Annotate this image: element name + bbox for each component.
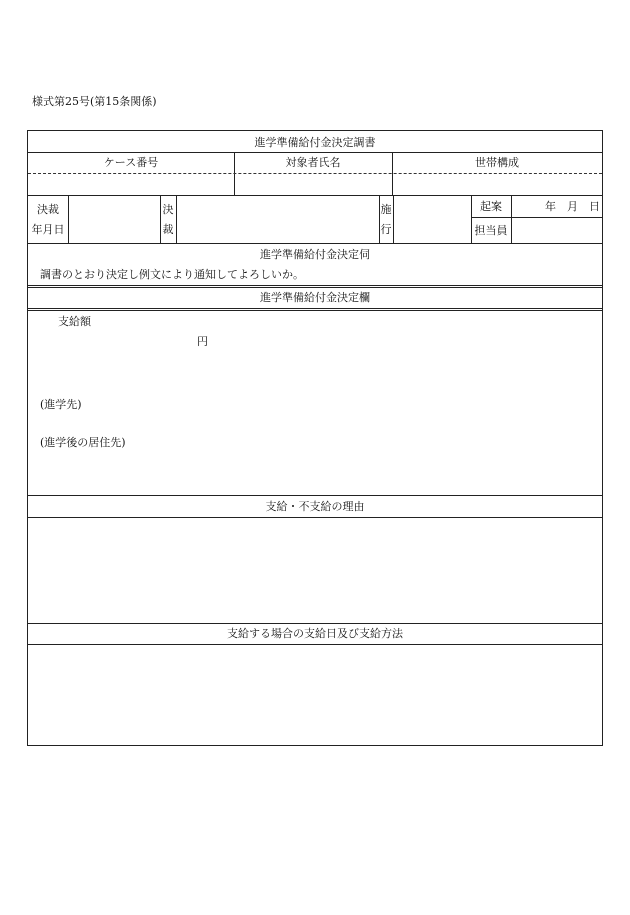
case-number-field[interactable] xyxy=(30,175,230,193)
residence-label: (進学後の居住先) xyxy=(40,436,126,449)
inquiry-text: 調書のとおり決定し例文により通知してよろしいか。 xyxy=(40,268,304,281)
divider xyxy=(28,173,602,174)
divider xyxy=(28,517,602,518)
draft-date: 年 月 日 xyxy=(545,200,600,213)
amount-field[interactable] xyxy=(88,331,198,347)
officer-field[interactable] xyxy=(513,220,601,240)
divider xyxy=(160,195,161,243)
header-household: 世帯構成 xyxy=(475,156,519,169)
school-label: (進学先) xyxy=(40,398,82,411)
divider xyxy=(28,308,602,309)
divider xyxy=(28,285,602,286)
decision-label-1: 決 xyxy=(162,203,174,216)
divider xyxy=(28,287,602,288)
divider xyxy=(68,195,69,243)
divider xyxy=(379,195,380,243)
divider xyxy=(28,195,602,196)
enforce-field[interactable] xyxy=(395,197,469,241)
household-field[interactable] xyxy=(396,175,600,193)
officer-label: 担当員 xyxy=(474,224,508,237)
decision-form xyxy=(27,130,603,746)
approval-stamp-field[interactable] xyxy=(178,197,377,241)
divider xyxy=(28,644,602,645)
divider xyxy=(176,195,177,243)
header-case-number: ケース番号 xyxy=(103,156,159,169)
inquiry-title: 進学準備給付金決定伺 xyxy=(260,248,370,261)
payment-section-title: 支給する場合の支給日及び支給方法 xyxy=(227,627,403,640)
decision-section-title: 進学準備給付金決定欄 xyxy=(260,291,370,304)
payment-field[interactable] xyxy=(30,646,600,742)
divider xyxy=(28,623,602,624)
divider xyxy=(28,310,602,311)
reason-section-title: 支給・不支給の理由 xyxy=(265,500,365,513)
reason-field[interactable] xyxy=(30,519,600,621)
divider xyxy=(28,495,602,496)
subject-name-field[interactable] xyxy=(238,175,388,193)
decision-date-field[interactable] xyxy=(70,197,158,241)
enforce-label-2: 行 xyxy=(380,223,392,236)
divider xyxy=(471,217,602,218)
decision-date-label-1: 決裁 xyxy=(37,203,59,216)
enforce-label-1: 施 xyxy=(380,203,392,216)
divider xyxy=(511,195,512,243)
form-title: 進学準備給付金決定調書 xyxy=(254,136,376,149)
divider xyxy=(28,152,602,153)
divider xyxy=(28,243,602,244)
form-number-caption: 様式第25号(第15条関係) xyxy=(32,95,157,108)
draft-label: 起案 xyxy=(480,200,502,213)
amount-label: 支給額 xyxy=(58,315,91,328)
divider xyxy=(393,195,394,243)
decision-label-2: 裁 xyxy=(162,223,174,236)
decision-date-label-2: 年月日 xyxy=(31,223,65,236)
yen-label: 円 xyxy=(197,335,208,348)
header-subject-name: 対象者氏名 xyxy=(285,156,341,169)
